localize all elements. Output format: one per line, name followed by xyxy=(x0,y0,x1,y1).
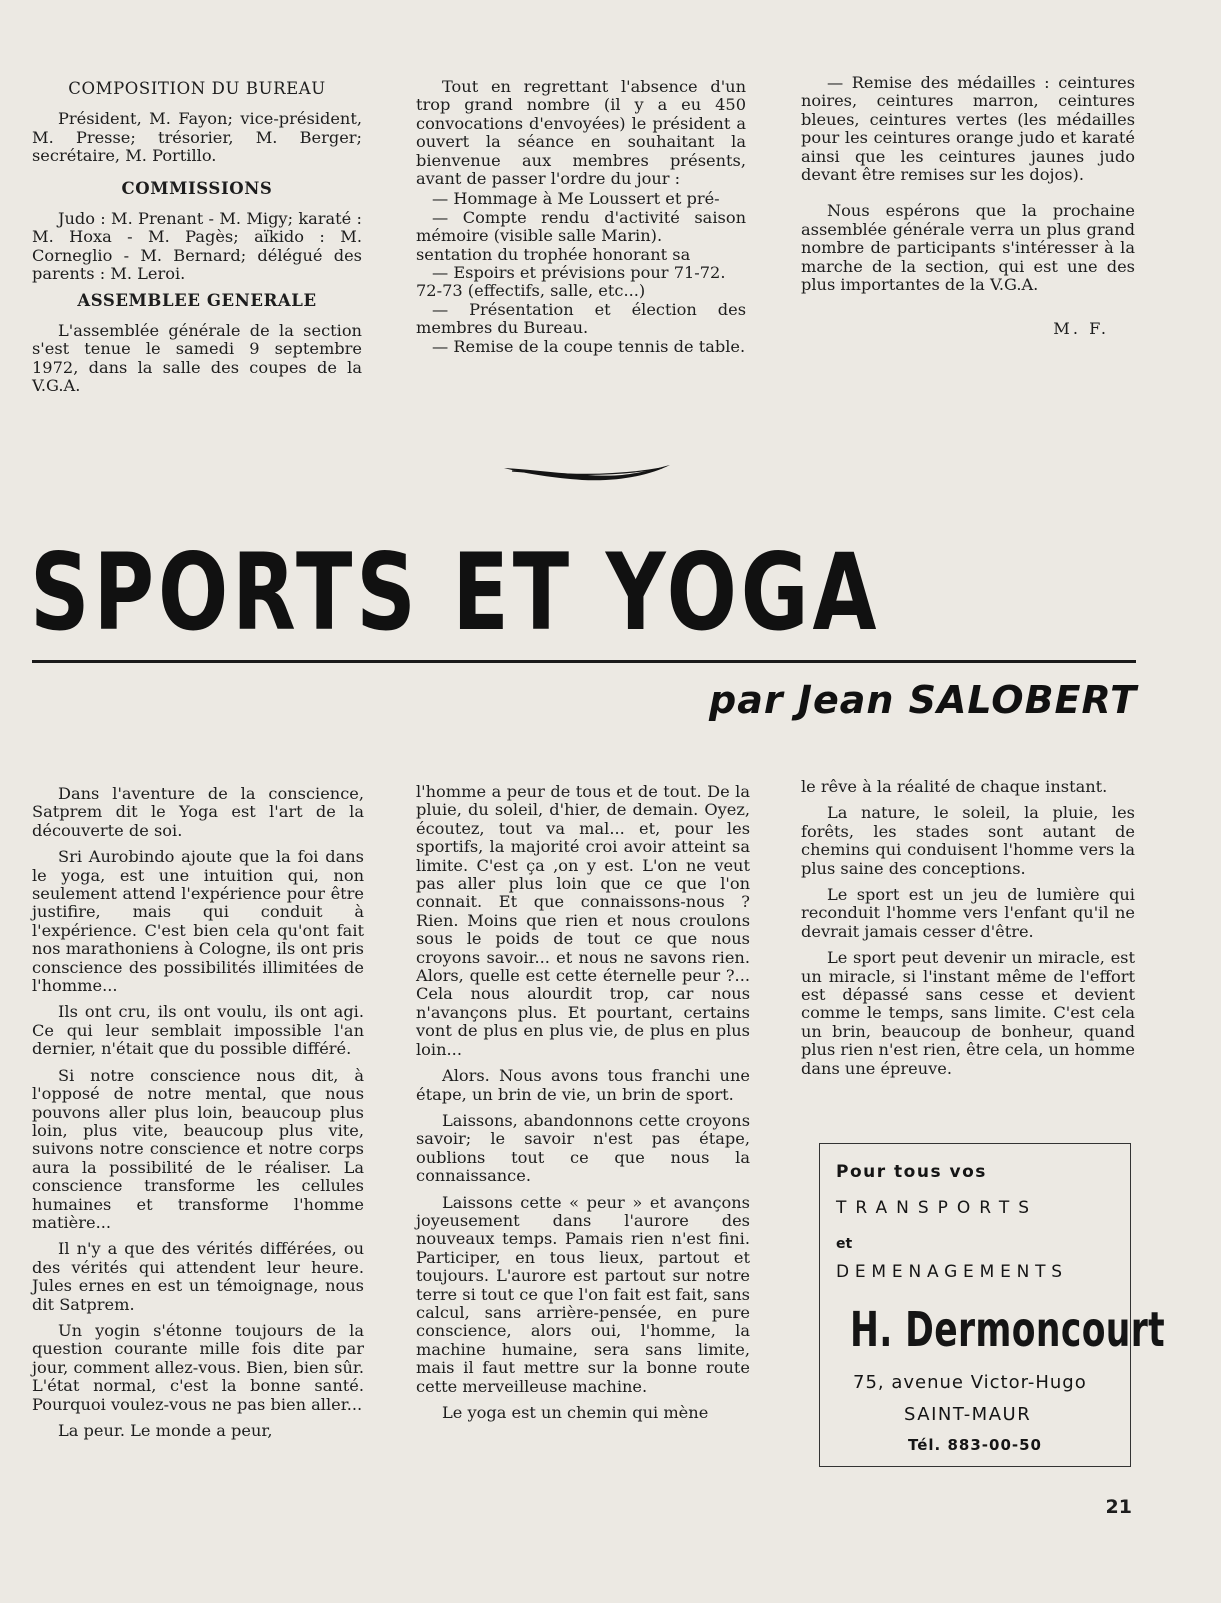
closing-column xyxy=(801,74,1135,339)
brush-stroke-ornament xyxy=(502,462,672,482)
ad-service-transports: TRANSPORTS xyxy=(836,1198,1039,1218)
article-column-2 xyxy=(416,783,750,1430)
article-paragraph: Le sport est un jeu de lumière qui reconduit l'homme vers l'enfant qu'il ne devrait jamais cesser d'être. xyxy=(801,885,1135,941)
article-paragraph: Dans l'aventure de la conscience, Satprem dit le Yoga est l'art de la découverte de soi. xyxy=(32,784,364,840)
byline: par Jean SALOBERT xyxy=(709,678,1137,722)
article-paragraph: La nature, le soleil, la pluie, les forêts, les stades sont autant de chemins qui conduisent l'homme vers la plus saine des conceptions. xyxy=(801,803,1135,878)
ad-company-name: H. Dermoncourt xyxy=(850,1302,1166,1358)
medailles-text: — Remise des médailles : ceintures noires, ceintures marron, ceintures bleues, ceintures vertes (les médailles pour les ceintures orange judo et karaté ainsi que les ceintures jaunes judo devant être remises sur les dojos). xyxy=(801,73,1135,185)
ad-phone: Tél. 883-00-50 xyxy=(908,1436,1042,1454)
assemblee-text: L'assemblée générale de la section s'est tenue le samedi 9 septembre 1972, dans la salle des coupes de la V.G.A. xyxy=(32,321,362,396)
agenda-list xyxy=(416,190,746,356)
agenda-item: — Présentation et élection des membres du Bureau. xyxy=(416,299,746,338)
page-number: 21 xyxy=(1105,1496,1132,1518)
bureau-text: Président, M. Fayon; vice-président, M. Presse; trésorier, M. Berger; secrétaire, M. Portillo. xyxy=(32,109,362,166)
article-paragraph: Le sport peut devenir un miracle, est un miracle, si l'instant même de l'effort est dépassé sans cesse et devient comme le temps, sans limite. C'est cela un brin, beaucoup de bonheur, quand plus rien n'est rien, être cela, un homme dans une épreuve. xyxy=(801,948,1135,1078)
article-paragraph: Ils ont cru, ils ont voulu, ils ont agi. Ce qui leur semblait impossible l'an dernier, n'était que du possible différé. xyxy=(32,1002,364,1059)
ad-street-address: 75, avenue Victor-Hugo xyxy=(853,1372,1087,1393)
article-paragraph: Laissons, abandonnons cette croyons savoir; le savoir n'est pas étape, oublions tout ce que nous la connaissance. xyxy=(416,1110,750,1186)
article-paragraph: l'homme a peur de tous et de tout. De la pluie, du soleil, d'hier, de demain. Oyez, écoutez, tout va mal... et, pour les sportifs, la majorité croi avoir atteint sa limite. C'est ça ,on y est. L'on ne veut pas aller plus loin que ce que l'on connait. Et que connaissons-nous ? Rien. Moins que rien et nous croulons sous le poids de tout ce que nous croyons savoir... et nous ne savons rien. Alors, quelle est cette éternelle peur ?... Cela nous alourdit trop, car nous n'avançons plus. Et pourtant, certains vont de plus en plus vie, de plus en plus loin... xyxy=(416,782,750,1059)
agenda-item: 72-73 (effectifs, salle, etc...) xyxy=(416,281,646,301)
ad-city: SAINT-MAUR xyxy=(904,1404,1032,1425)
article-title: SPORTS ET YOGA xyxy=(30,531,881,654)
agenda-item: — Hommage à Me Loussert et pré- xyxy=(432,189,720,209)
agenda-intro: Tout en regrettant l'absence d'un trop grand nombre (il y a eu 450 convocations d'envoyées) le président a ouvert la séance en souhaitant la bienvenue aux membres présents, avant de passer l'ordre du jour : xyxy=(416,77,746,189)
article-paragraph: Un yogin s'étonne toujours de la question courante mille fois dite par jour, comment allez-vous. Bien, bien sûr. L'état normal, c'est la bonne santé. Pourquoi voulez-vous ne pas bien aller... xyxy=(32,1320,364,1414)
article-paragraph: La peur. Le monde a peur, xyxy=(58,1421,273,1440)
article-column-1 xyxy=(32,785,364,1448)
article-paragraph: Il n'y a que des vérités différées, ou des vérités qui attendent leur heure. Jules ernes en est un témoignage, nous dit Satprem. xyxy=(32,1239,364,1314)
title-rule xyxy=(32,660,1136,663)
article-paragraph: Sri Aurobindo ajoute que la foi dans le yoga, est une intuition qui, non seulement attend l'expérience pour être justifire, mais qui conduit à l'expérience. C'est bien cela qu'ont fait nos marathoniens à Cologne, ils ont pris conscience des possibilités illimitées de l'homme... xyxy=(32,847,364,996)
commissions-text: Judo : M. Prenant - M. Migy; karaté : M. Hoxa - M. Pagès; aïkido : M. Corneglio - M. Bernard; délégué des parents : M. Leroi. xyxy=(32,209,362,284)
ad-tagline: Pour tous vos xyxy=(836,1162,987,1182)
ad-service-demenagements: DEMENAGEMENTS xyxy=(836,1262,1068,1282)
article-paragraph: le rêve à la réalité de chaque instant. xyxy=(801,777,1108,796)
bureau-column xyxy=(32,80,362,404)
agenda-item: — Espoirs et prévisions pour 71-72. xyxy=(432,263,726,283)
article-paragraph: Le yoga est un chemin qui mène xyxy=(442,1403,709,1422)
bureau-heading: COMPOSITION DU BUREAU xyxy=(68,79,326,98)
agenda-column xyxy=(416,78,746,356)
assemblee-heading: ASSEMBLEE GENERALE xyxy=(77,290,317,310)
article-paragraph: Alors. Nous avons tous franchi une étape, un brin de vie, un brin de sport. xyxy=(416,1066,750,1104)
espoir-text: Nous espérons que la prochaine assemblée générale verra un plus grand nombre de participants s'intéresser à la marche de la section, qui est une des plus importantes de la V.G.A. xyxy=(801,201,1135,295)
agenda-item: — Remise de la coupe tennis de table. xyxy=(432,336,746,356)
article-column-3 xyxy=(801,778,1135,1086)
commissions-heading: COMMISSIONS xyxy=(121,178,273,198)
agenda-item: sentation du trophée honorant sa xyxy=(416,244,691,264)
ad-conjunction: et xyxy=(836,1236,853,1252)
article-paragraph: Si notre conscience nous dit, à l'opposé de notre mental, que nous pouvons aller plus loin, beaucoup plus loin, plus vite, beaucoup plus vite, suivons notre conscience et notre corps aura la possibilité de le réaliser. La conscience transforme les cellules humaines et transforme l'homme matière... xyxy=(32,1065,364,1232)
article-paragraph: Laissons cette « peur » et avançons joyeusement dans l'aurore des nouveaux temps. Pamais rien n'est fini. Participer, en tous lieux, partout et toujours. L'aurore est partout sur notre terre si tout ce que l'on fait est fait, sans calcul, sans arrière-pensée, en pure conscience, alors oui, l'homme, la machine humaine, sera sans limite, mais il faut mettre sur la bonne route cette merveilleuse machine. xyxy=(416,1192,750,1396)
signature: M. F. xyxy=(1053,319,1109,339)
agenda-item: — Compte rendu d'activité saison mémoire (visible salle Marin). xyxy=(416,207,746,246)
transport-advertisement xyxy=(819,1143,1166,1467)
